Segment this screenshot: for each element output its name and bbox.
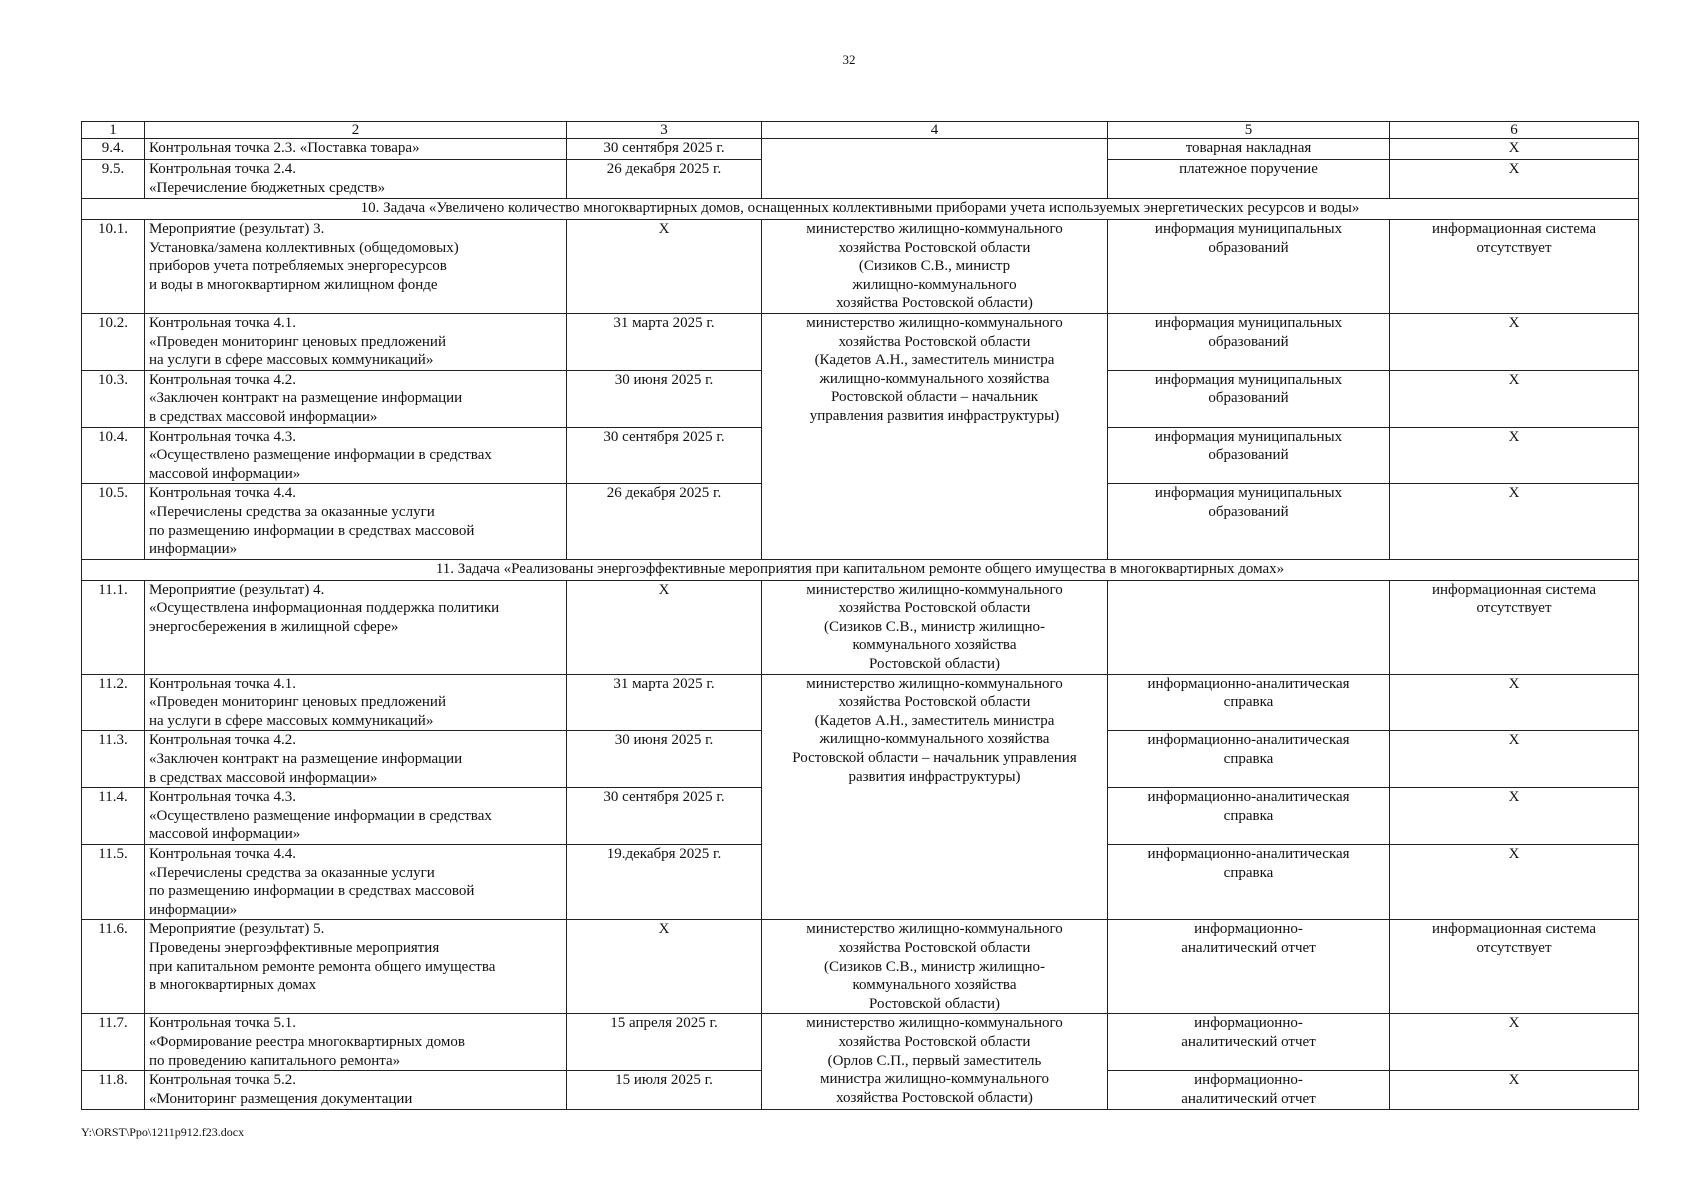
row-document: информационно-аналитическая справка: [1108, 674, 1390, 731]
task-heading-row: [82, 199, 1639, 220]
row-info-system: X: [1390, 731, 1639, 788]
row-name: Контрольная точка 4.2. «Заключен контракт на размещение информации в средствах массовой информации»: [145, 370, 567, 427]
control-points-table: [81, 121, 1639, 1110]
row-number: 9.4.: [82, 139, 145, 160]
row-document: товарная накладная: [1108, 139, 1390, 160]
row-name: Контрольная точка 5.2. «Мониторинг размещения документации: [145, 1071, 567, 1110]
row-date: X: [567, 220, 762, 314]
row-document-empty: [1108, 580, 1390, 674]
row-name: Мероприятие (результат) 4. «Осуществлена информационная поддержка политики энергосбережения в жилищной сфере»: [145, 580, 567, 674]
row-date: 15 июля 2025 г.: [567, 1071, 762, 1110]
row-responsible: министерство жилищно-коммунального хозяйства Ростовской области (Орлов С.П., первый заместитель министра жилищно-коммунального хозяйства Ростовской области): [762, 1014, 1108, 1110]
row-date: 26 декабря 2025 г.: [567, 484, 762, 559]
row-date: 31 марта 2025 г.: [567, 313, 762, 370]
row-responsible-empty: [762, 139, 1108, 199]
row-info-system: X: [1390, 674, 1639, 731]
column-header: 4: [762, 122, 1108, 139]
row-number: 11.2.: [82, 674, 145, 731]
row-name: Контрольная точка 4.4. «Перечислены средства за оказанные услуги по размещению информации в средствах массовой информации»: [145, 845, 567, 920]
row-document: информационно-аналитическая справка: [1108, 731, 1390, 788]
row-info-system: информационная система отсутствует: [1390, 580, 1639, 674]
row-document: информационно-аналитическая справка: [1108, 788, 1390, 845]
row-document: информация муниципальных образований: [1108, 370, 1390, 427]
column-header: 3: [567, 122, 762, 139]
row-name: Контрольная точка 5.1. «Формирование реестра многоквартирных домов по проведению капитального ремонта»: [145, 1014, 567, 1071]
row-document: информационно- аналитический отчет: [1108, 1071, 1390, 1110]
row-name: Контрольная точка 4.2. «Заключен контракт на размещение информации в средствах массовой информации»: [145, 731, 567, 788]
row-document: платежное поручение: [1108, 160, 1390, 199]
row-number: 11.7.: [82, 1014, 145, 1071]
row-number: 10.2.: [82, 313, 145, 370]
table-row: [82, 220, 1639, 314]
table-header-row: [82, 122, 1639, 139]
row-date: 30 июня 2025 г.: [567, 370, 762, 427]
row-name: Мероприятие (результат) 3. Установка/замена коллективных (общедомовых) приборов учета потребляемых энергоресурсов и воды в многоквартирном жилищном фонде: [145, 220, 567, 314]
task-heading-row: [82, 559, 1639, 580]
row-info-system: X: [1390, 788, 1639, 845]
row-date: 30 сентября 2025 г.: [567, 427, 762, 484]
row-document: информация муниципальных образований: [1108, 484, 1390, 559]
row-info-system: информационная система отсутствует: [1390, 220, 1639, 314]
row-number: 11.5.: [82, 845, 145, 920]
table-row: [82, 139, 1639, 160]
row-name: Контрольная точка 4.4. «Перечислены средства за оказанные услуги по размещению информации в средствах массовой информации»: [145, 484, 567, 559]
row-name: Контрольная точка 4.3. «Осуществлено размещение информации в средствах массовой информации»: [145, 788, 567, 845]
task-heading: 11. Задача «Реализованы энергоэффективные мероприятия при капитальном ремонте общего имущества в многоквартирных домах»: [82, 559, 1639, 580]
row-date: 30 сентября 2025 г.: [567, 788, 762, 845]
row-info-system: X: [1390, 1071, 1639, 1110]
row-date: X: [567, 580, 762, 674]
row-number: 11.6.: [82, 920, 145, 1014]
row-date: 31 марта 2025 г.: [567, 674, 762, 731]
row-date: 30 сентября 2025 г.: [567, 139, 762, 160]
row-document: информационно-аналитическая справка: [1108, 845, 1390, 920]
row-number: 11.3.: [82, 731, 145, 788]
row-info-system: X: [1390, 845, 1639, 920]
row-name: Контрольная точка 2.3. «Поставка товара»: [145, 139, 567, 160]
row-responsible: министерство жилищно-коммунального хозяйства Ростовской области (Сизиков С.В., министр жилищно- коммунального хозяйства Ростовской области): [762, 580, 1108, 674]
row-info-system: X: [1390, 370, 1639, 427]
row-responsible: министерство жилищно-коммунального хозяйства Ростовской области (Кадетов А.Н., заместитель министра жилищно-коммунального хозяйства Ростовской области – начальник управления развития инфраструктуры): [762, 313, 1108, 559]
table-row: [82, 313, 1639, 370]
table-row: [82, 920, 1639, 1014]
row-number: 11.4.: [82, 788, 145, 845]
row-name: Контрольная точка 4.3. «Осуществлено размещение информации в средствах массовой информации»: [145, 427, 567, 484]
column-header: 2: [145, 122, 567, 139]
row-document: информация муниципальных образований: [1108, 313, 1390, 370]
table-row: [82, 580, 1639, 674]
row-info-system: X: [1390, 313, 1639, 370]
row-info-system: X: [1390, 139, 1639, 160]
row-number: 11.8.: [82, 1071, 145, 1110]
row-date: 26 декабря 2025 г.: [567, 160, 762, 199]
row-name: Контрольная точка 4.1. «Проведен мониторинг ценовых предложений на услуги в сфере массовых коммуникаций»: [145, 674, 567, 731]
table-row: [82, 1014, 1639, 1071]
row-date: 15 апреля 2025 г.: [567, 1014, 762, 1071]
task-heading: 10. Задача «Увеличено количество многоквартирных домов, оснащенных коллективными приборами учета используемых энергетических ресурсов и воды»: [82, 199, 1639, 220]
row-number: 10.1.: [82, 220, 145, 314]
row-number: 10.5.: [82, 484, 145, 559]
footer-file-path: Y:\ORST\Ppo\1211p912.f23.docx: [81, 1125, 245, 1139]
row-info-system: X: [1390, 1014, 1639, 1071]
table-row: [82, 674, 1639, 731]
column-header: 6: [1390, 122, 1639, 139]
row-document: информация муниципальных образований: [1108, 220, 1390, 314]
row-document: информация муниципальных образований: [1108, 427, 1390, 484]
row-name: Контрольная точка 2.4. «Перечисление бюджетных средств»: [145, 160, 567, 199]
row-info-system: информационная система отсутствует: [1390, 920, 1639, 1014]
row-date: 30 июня 2025 г.: [567, 731, 762, 788]
row-date: X: [567, 920, 762, 1014]
row-number: 10.4.: [82, 427, 145, 484]
row-info-system: X: [1390, 427, 1639, 484]
row-number: 11.1.: [82, 580, 145, 674]
row-document: информационно- аналитический отчет: [1108, 1014, 1390, 1071]
row-name: Контрольная точка 4.1. «Проведен мониторинг ценовых предложений на услуги в сфере массовых коммуникаций»: [145, 313, 567, 370]
page-number: 32: [842, 52, 856, 67]
column-header: 5: [1108, 122, 1390, 139]
row-name: Мероприятие (результат) 5. Проведены энергоэффективные мероприятия при капитальном ремонте ремонта общего имущества в многоквартирных домах: [145, 920, 567, 1014]
row-responsible: министерство жилищно-коммунального хозяйства Ростовской области (Сизиков С.В., министр жилищно- коммунального хозяйства Ростовской области): [762, 920, 1108, 1014]
row-responsible: министерство жилищно-коммунального хозяйства Ростовской области (Кадетов А.Н., заместитель министра жилищно-коммунального хозяйства Ростовской области – начальник управления развития инфраструктуры): [762, 674, 1108, 920]
row-responsible: министерство жилищно-коммунального хозяйства Ростовской области (Сизиков С.В., министр жилищно-коммунального хозяйства Ростовской области): [762, 220, 1108, 314]
row-number: 9.5.: [82, 160, 145, 199]
row-info-system: X: [1390, 160, 1639, 199]
column-header: 1: [82, 122, 145, 139]
row-document: информационно- аналитический отчет: [1108, 920, 1390, 1014]
row-info-system: X: [1390, 484, 1639, 559]
row-date: 19.декабря 2025 г.: [567, 845, 762, 920]
row-number: 10.3.: [82, 370, 145, 427]
